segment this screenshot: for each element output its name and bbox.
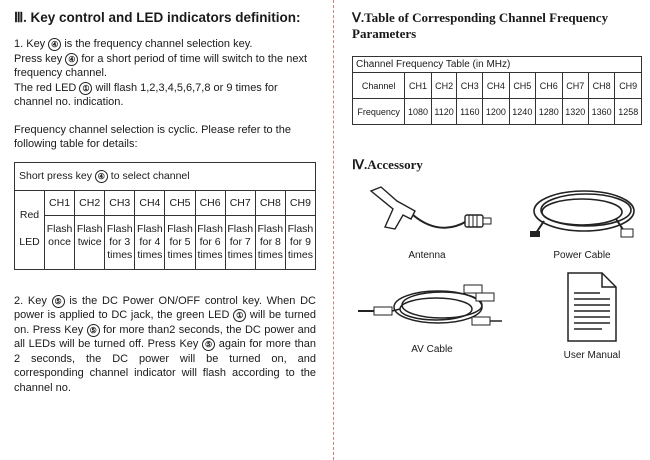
- frequency-cell: 1360: [588, 99, 614, 125]
- channel-cell: CH6: [536, 73, 562, 99]
- key5-badge: ⑤: [52, 295, 65, 308]
- key4-badge: ④: [95, 170, 108, 183]
- channel-cell: CH1: [45, 190, 75, 215]
- frequency-cell: 1160: [457, 99, 483, 125]
- power-cable-label: Power Cable: [553, 250, 611, 261]
- channel-cell: CH4: [483, 73, 509, 99]
- channel-cell: CH8: [255, 190, 285, 215]
- frequency-cell: 1320: [562, 99, 588, 125]
- flash-cell: Flash for 8 times: [255, 215, 285, 269]
- key5-badge: ⑤: [202, 338, 215, 351]
- right-column: [352, 10, 642, 379]
- channel-cell: CH2: [431, 73, 457, 99]
- av-cable-label: AV Cable: [411, 344, 453, 355]
- channel-cell: CH3: [457, 73, 483, 99]
- frequency-cell: 1200: [483, 99, 509, 125]
- section-3-numeral: Ⅲ.: [14, 10, 27, 25]
- frequency-table-caption: Channel Frequency Table (in MHz): [353, 57, 642, 73]
- accessory-antenna: [352, 183, 502, 261]
- page-divider: [333, 0, 334, 460]
- channel-cell: CH2: [75, 190, 105, 215]
- section-4-heading: Ⅳ.Accessory: [352, 157, 423, 172]
- frequency-cell: 1080: [405, 99, 431, 125]
- frequency-cell: 1120: [431, 99, 457, 125]
- flash-cell: Flash for 5 times: [165, 215, 195, 269]
- channel-cell: CH7: [562, 73, 588, 99]
- flash-cell: Flash twice: [75, 215, 105, 269]
- channel-cell: CH6: [195, 190, 225, 215]
- key5-paragraph: 2. Key ⑤ is the DC Power ON/OFF control key. When DC power is applied to DC jack, the green LED ① will be turned on. Press Key ⑤ for more than2 seconds, the DC power and all LEDs will be turned off. Press Key ⑤ again for more than 2 seconds, the DC power will be turned on, and corresponding channel indicator will flash according to the channel no.: [14, 294, 317, 394]
- key4-badge: ④: [65, 53, 78, 66]
- channel-cell: CH1: [405, 73, 431, 99]
- key4-badge: ④: [48, 38, 61, 51]
- key4-paragraph: 1. Key ④ is the frequency channel selection key. Press key ④ for a short period of time will switch to the next frequency channel. The red LED ① will flash 1,2,3,4,5,6,7,8 or 9 times for channel no. indication.: [14, 38, 308, 108]
- channel-cell: CH7: [225, 190, 255, 215]
- accessory-user-manual: [542, 269, 642, 361]
- channel-cell: CH8: [588, 73, 614, 99]
- flash-cell: Flash for 7 times: [225, 215, 255, 269]
- led-table-header: Short press key ④ to select channel: [15, 162, 316, 190]
- section-3-title: Key control and LED indicators definition:: [30, 10, 301, 25]
- channel-cell: CH5: [165, 190, 195, 215]
- led-flash-table: [14, 162, 316, 270]
- flash-cell: Flash for 6 times: [195, 215, 225, 269]
- section-5-heading: Ⅴ.Table of Corresponding Channel Frequency Parameters: [352, 10, 609, 41]
- antenna-label: Antenna: [408, 250, 446, 261]
- accessory-grid: [352, 179, 642, 379]
- cyclic-paragraph: Frequency channel selection is cyclic. Please refer to the following table for details:: [14, 123, 291, 150]
- flash-cell: Flash for 4 times: [135, 215, 165, 269]
- flash-cell: Flash for 9 times: [285, 215, 315, 269]
- left-column: [14, 10, 316, 395]
- flash-cell: Flash once: [45, 215, 75, 269]
- led1-badge: ①: [233, 309, 246, 322]
- row-label-frequency: Frequency: [353, 99, 405, 125]
- row-label-channel: Channel: [353, 73, 405, 99]
- channel-cell: CH9: [615, 73, 642, 99]
- channel-cell: CH5: [509, 73, 535, 99]
- antenna-icon: [357, 183, 497, 245]
- red-led-label: Red LED: [15, 190, 45, 269]
- frequency-cell: 1280: [536, 99, 562, 125]
- channel-cell: CH9: [285, 190, 315, 215]
- channel-cell: CH4: [135, 190, 165, 215]
- frequency-table: [352, 56, 642, 125]
- led1-badge: ①: [79, 82, 92, 95]
- key5-badge: ⑤: [87, 324, 100, 337]
- power-cable-icon: [524, 183, 640, 245]
- accessory-av-cable: [352, 279, 512, 355]
- accessory-power-cable: [522, 183, 642, 261]
- flash-cell: Flash for 3 times: [105, 215, 135, 269]
- frequency-cell: 1240: [509, 99, 535, 125]
- frequency-cell: 1258: [615, 99, 642, 125]
- channel-cell: CH3: [105, 190, 135, 215]
- user-manual-icon: [562, 269, 622, 345]
- section-3-heading: [14, 10, 316, 26]
- av-cable-icon: [354, 279, 510, 341]
- user-manual-label: User Manual: [563, 350, 621, 361]
